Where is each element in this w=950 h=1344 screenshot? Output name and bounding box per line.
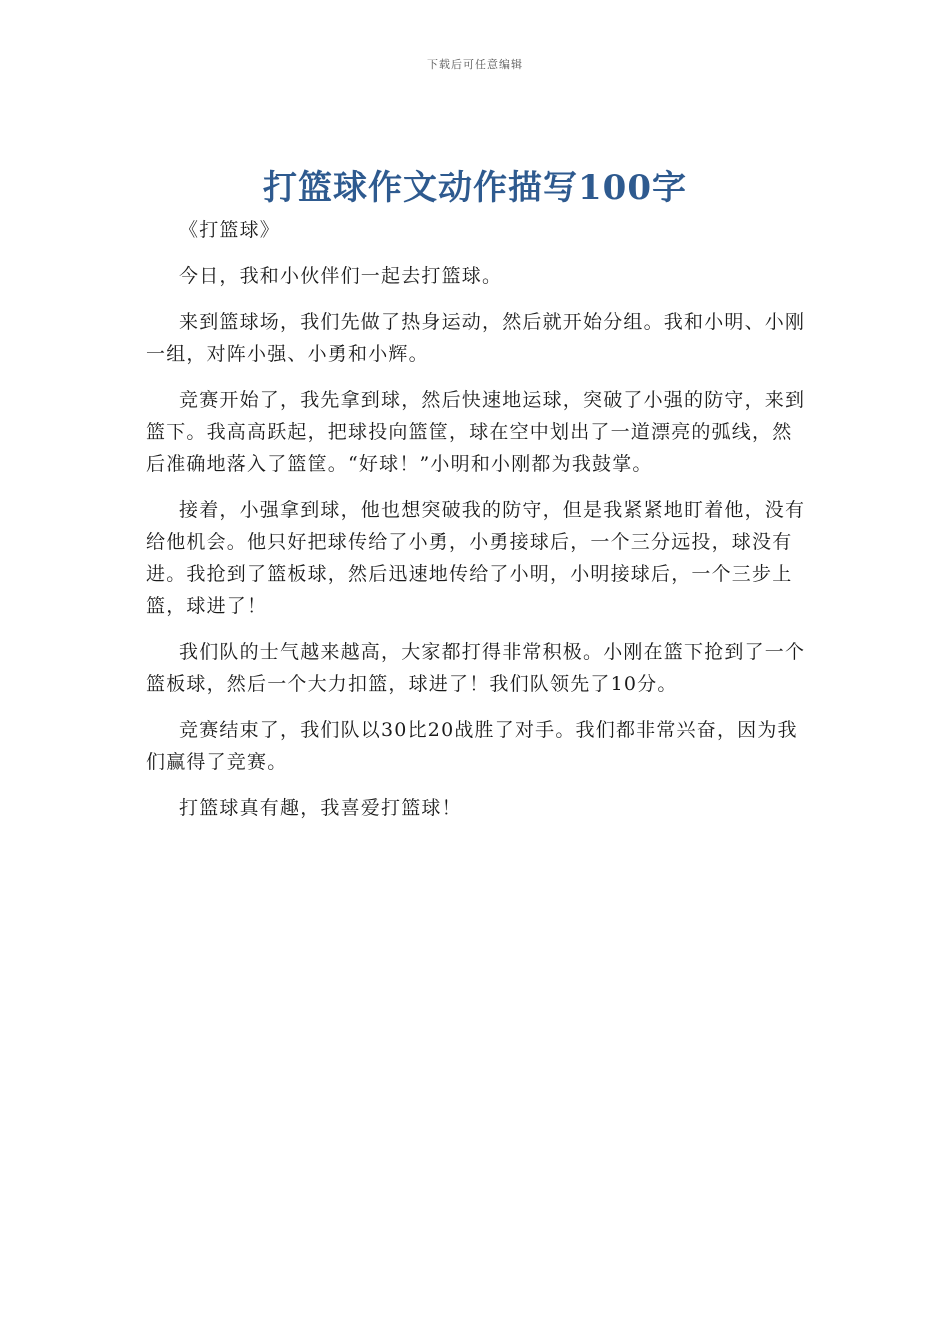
paragraph: 竞赛结束了，我们队以30比20战胜了对手。我们都非常兴奋，因为我们赢得了竞赛。 xyxy=(146,719,798,773)
paragraph: 来到篮球场，我们先做了热身运动，然后就开始分组。我和小明、小刚一组，对阵小强、小勇和小辉。 xyxy=(146,311,806,365)
paragraph: 竞赛开始了，我先拿到球，然后快速地运球，突破了小强的防守，来到篮下。我高高跃起，把球投向篮筐，球在空中划出了一道漂亮的弧线，然后准确地落入了篮筐。“好球！”小明和小刚都为我鼓掌。 xyxy=(146,389,806,475)
paragraph: 接着，小强拿到球，他也想突破我的防守，但是我紧紧地盯着他，没有给他机会。他只好把球传给了小勇，小勇接球后，一个三分远投，球没有进。我抢到了篮板球，然后迅速地传给了小明，小明接球后，一个三步上篮，球进了！ xyxy=(146,499,806,617)
paragraph: 今日，我和小伙伴们一起去打篮球。 xyxy=(179,265,503,287)
paragraph: 打篮球真有趣，我喜爱打篮球！ xyxy=(179,797,462,819)
header-note: 下载后可任意编辑 xyxy=(427,58,523,71)
document-body xyxy=(146,214,810,838)
document-title: 打篮球作文动作描写100字 xyxy=(263,168,687,208)
paragraph: 我们队的士气越来越高，大家都打得非常积极。小刚在篮下抢到了一个篮板球，然后一个大力扣篮，球进了！我们队领先了10分。 xyxy=(146,641,806,695)
paragraph: 《打篮球》 xyxy=(179,219,281,241)
